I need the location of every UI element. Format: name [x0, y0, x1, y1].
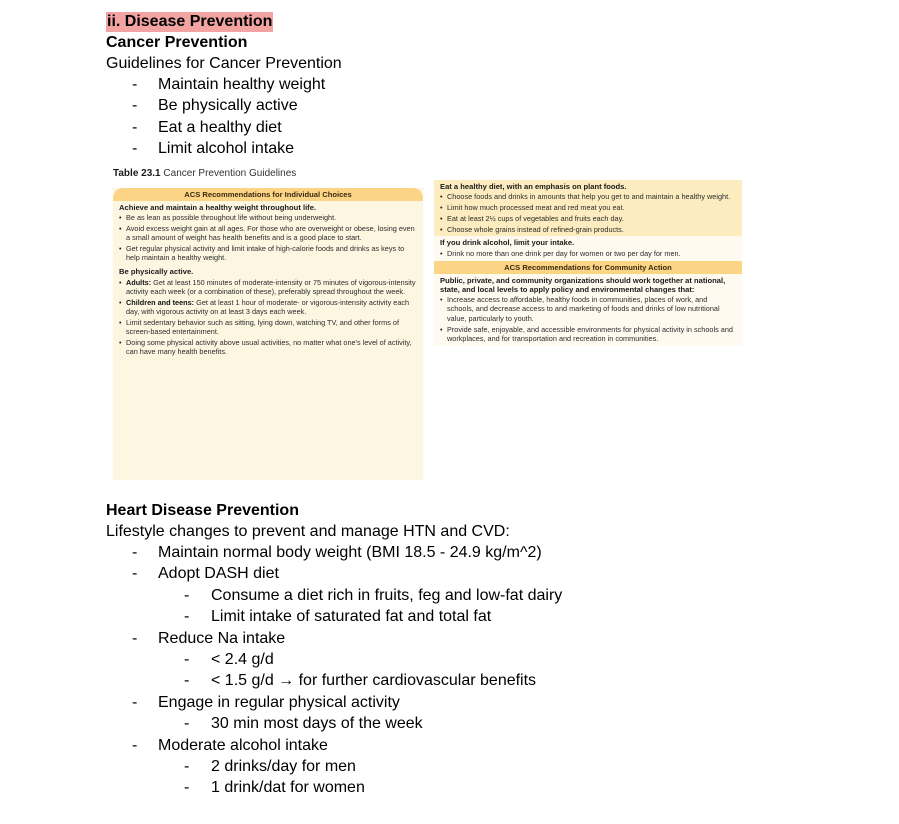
children-label: Children and teens: — [126, 297, 195, 307]
weight-block — [113, 201, 423, 265]
cancer-guidelines-table — [113, 168, 743, 484]
community-heading: Public, private, and community organizations should work together at national, state, and local levels to apply policy and environmental changes that: — [440, 275, 726, 294]
active-block — [113, 265, 423, 359]
active-heading: Be physically active. — [119, 267, 194, 277]
table-right-column — [434, 180, 742, 470]
sodium-label: Reduce Na intake — [158, 629, 286, 647]
list-item: • Increase access to affordable, healthy foods in communities, places of work, and schools, and decrease access to and marketing of foods and drinks of low nutritional value, particularly to youth. — [440, 295, 736, 323]
list-item — [106, 563, 886, 627]
dash-diet-label: Adopt DASH diet — [158, 565, 279, 583]
table-caption — [113, 168, 296, 179]
alcohol-block — [434, 236, 742, 260]
sodium-sublist — [158, 649, 886, 692]
list-item: • Choose foods and drinks in amounts that help you get to and maintain a healthy weight. — [440, 192, 736, 201]
diet-block — [434, 180, 742, 236]
list-item: - 30 min most days of the week — [106, 713, 886, 734]
alcohol-heading: If you drink alcohol, limit your intake. — [440, 238, 575, 248]
list-item: • Doing some physical activity above usual activities, no matter what one's level of activity, can have many health benefits. — [119, 338, 417, 357]
table-title: Cancer Prevention Guidelines — [163, 168, 297, 179]
list-item: - Maintain normal body weight (BMI 18.5 - 24.9 kg/m^2) — [106, 542, 886, 563]
adults-text: Get at least 150 minutes of moderate-intensity or 75 minutes of vigorous-intensity activity each week (or a combination of these), preferably spread throughout the week. — [126, 277, 416, 296]
list-item: - Limit intake of saturated fat and total fat — [106, 606, 886, 627]
alcohol-sublist — [158, 756, 886, 799]
list-item — [119, 278, 417, 297]
list-item — [106, 628, 886, 692]
list-item — [106, 735, 886, 799]
cancer-intro: Guidelines for Cancer Prevention — [106, 55, 342, 72]
list-item: • Get regular physical activity and limit intake of high-calorie foods and drinks as keys to help maintain a healthy weight. — [119, 244, 417, 263]
table-left-column — [113, 188, 423, 480]
children-text: Get at least 1 hour of moderate- or vigorous-intensity activity each day, with vigorous activity on at least 3 days each week. — [126, 297, 410, 316]
list-item: - Be physically active — [106, 95, 886, 116]
diet-heading: Eat a healthy diet, with an emphasis on plant foods. — [440, 182, 627, 191]
heart-section — [106, 500, 886, 799]
list-item: • Limit how much processed meat and red meat you eat. — [440, 203, 736, 212]
list-item — [106, 692, 886, 735]
list-item: • Be as lean as possible throughout life without being underweight. — [119, 213, 417, 222]
heart-list — [106, 542, 886, 799]
list-item: - Eat a healthy diet — [106, 117, 886, 138]
cancer-list — [106, 74, 886, 160]
list-item: - Limit alcohol intake — [106, 138, 886, 159]
list-item: • Limit sedentary behavior such as sitting, lying down, watching TV, and other forms of screen-based entertainment. — [119, 318, 417, 337]
table-number: Table 23.1 — [113, 168, 161, 179]
list-item: - Maintain healthy weight — [106, 74, 886, 95]
list-item: - 2 drinks/day for men — [106, 756, 886, 777]
list-item: • Choose whole grains instead of refined-grain products. — [440, 225, 736, 234]
cancer-heading: Cancer Prevention — [106, 34, 248, 51]
heart-heading: Heart Disease Prevention — [106, 502, 299, 519]
list-item: - Consume a diet rich in fruits, feg and low-fat dairy — [106, 585, 886, 606]
list-item: • Provide safe, enjoyable, and accessible environments for physical activity in schools and workplaces, and for transportation and recreation in communities. — [440, 325, 736, 344]
list-item — [119, 298, 417, 317]
community-header: ACS Recommendations for Community Action — [434, 261, 742, 274]
section-heading: ii. Disease Prevention — [107, 13, 273, 30]
adults-label: Adults: — [126, 277, 152, 287]
list-item: - 1 drink/dat for women — [106, 777, 886, 798]
list-item: - < 2.4 g/d — [106, 649, 886, 670]
document-body — [106, 12, 886, 160]
activity-sublist — [158, 713, 886, 734]
alcohol-label: Moderate alcohol intake — [158, 736, 328, 754]
list-item: • Drink no more than one drink per day for women or two per day for men. — [440, 249, 736, 258]
weight-heading: Achieve and maintain a healthy weight throughout life. — [119, 203, 317, 212]
list-item: - < 1.5 g/d → for further cardiovascular benefits — [106, 670, 886, 691]
activity-label: Engage in regular physical activity — [158, 693, 400, 711]
list-item: • Avoid excess weight gain at all ages. For those who are overweight or obese, losing even a small amount of weight has health benefits and is a good place to start. — [119, 224, 417, 243]
list-item: • Eat at least 2½ cups of vegetables and fruits each day. — [440, 214, 736, 223]
individual-header: ACS Recommendations for Individual Choices — [113, 188, 423, 201]
heart-intro: Lifestyle changes to prevent and manage HTN and CVD: — [106, 523, 510, 540]
community-block — [434, 274, 742, 346]
dash-sublist — [158, 585, 886, 628]
